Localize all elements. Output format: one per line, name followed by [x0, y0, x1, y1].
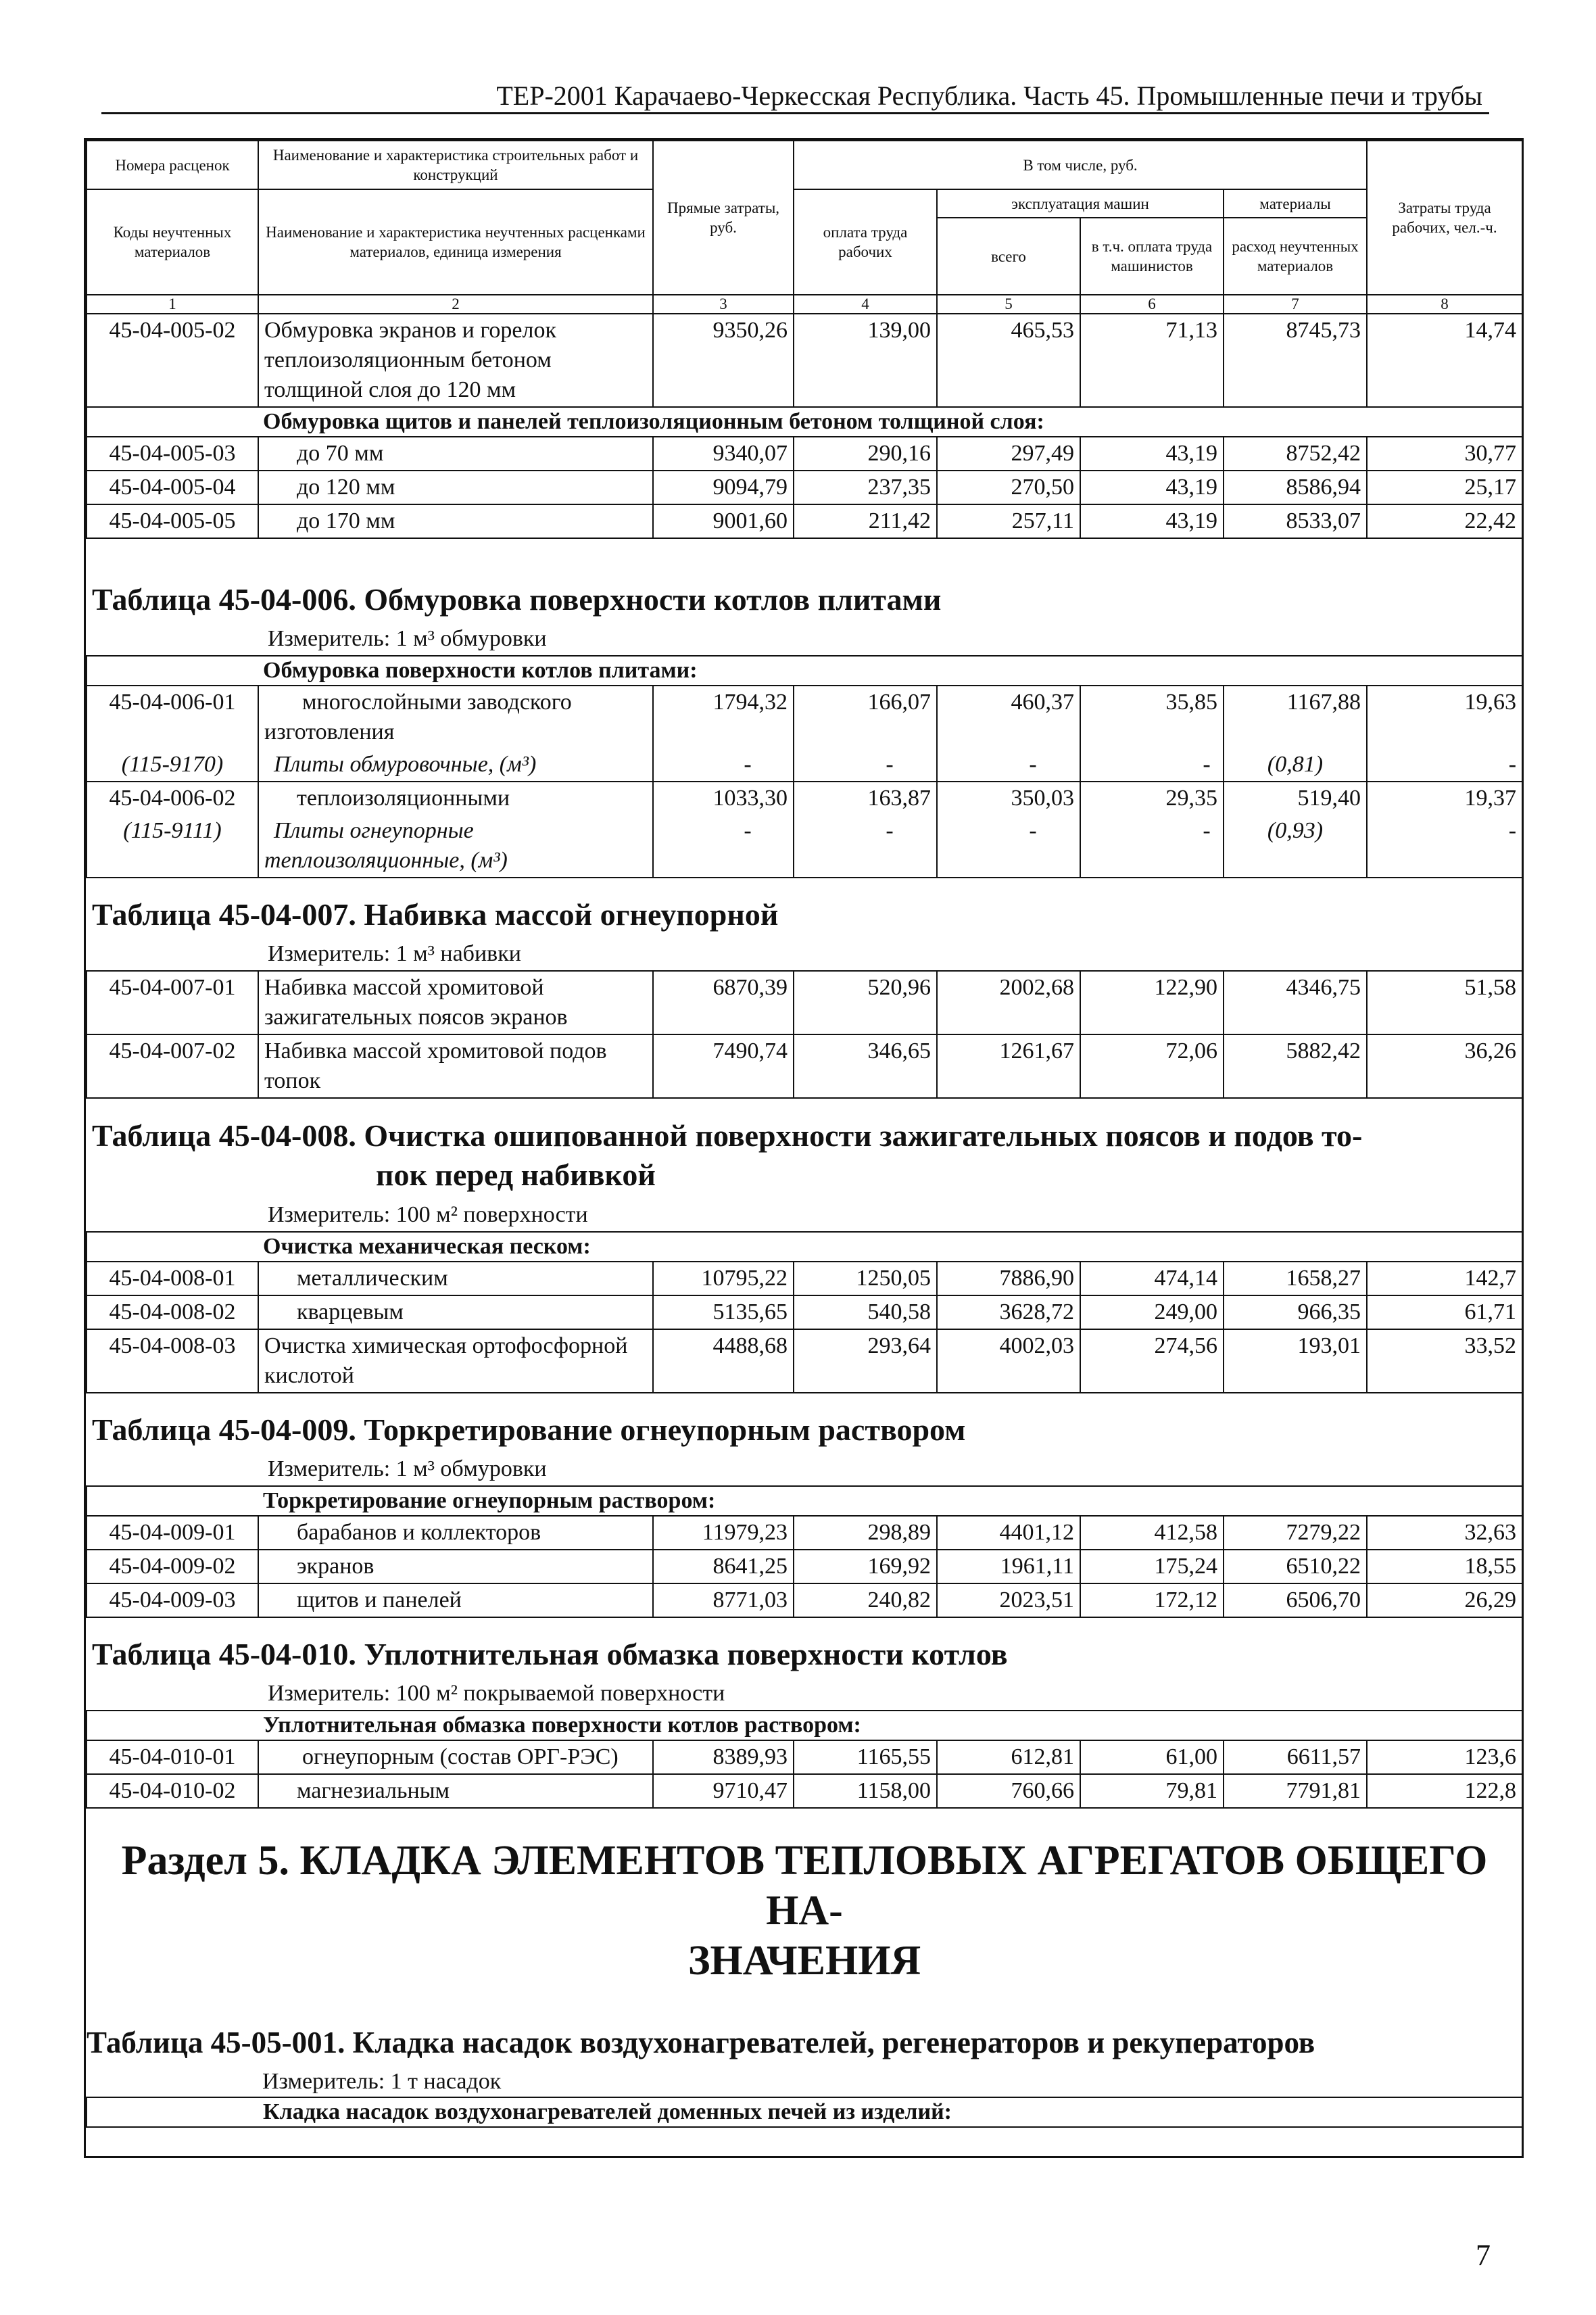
direct-costs: - — [653, 748, 794, 782]
machinists-pay: 172,12 — [1080, 1583, 1224, 1617]
labor-hours: 14,74 — [1367, 314, 1522, 407]
labor-pay: - — [794, 815, 937, 878]
group-subtitle-row — [87, 1232, 1522, 1262]
col-work-name-header: Наименование и характеристика строительных работ и конструкций — [258, 141, 653, 189]
group-subtitle: Обмуровка поверхности котлов плитами: — [87, 656, 1522, 686]
header-row-1 — [87, 141, 1522, 189]
direct-costs: 7490,74 — [653, 1034, 794, 1098]
labor-hours: 32,63 — [1367, 1516, 1522, 1550]
labor-pay: 211,42 — [794, 504, 937, 538]
direct-costs: 5135,65 — [653, 1295, 794, 1329]
table-row — [87, 1550, 1522, 1583]
table-measure: Измеритель: 1 м³ набивки — [268, 941, 521, 966]
group-subtitle: Обмуровка щитов и панелей теплоизоляционным бетоном толщиной слоя: — [87, 407, 1522, 437]
group-subtitle: Торкретирование огнеупорным раствором: — [87, 1486, 1522, 1516]
machines-total: 270,50 — [937, 471, 1080, 504]
labor-pay: 293,64 — [794, 1329, 937, 1393]
rate-code: 45-04-008-01 — [87, 1262, 258, 1295]
column-number: 3 — [653, 295, 794, 314]
machinists-pay: 249,00 — [1080, 1295, 1224, 1329]
machines-total: 760,66 — [937, 1774, 1080, 1808]
labor-pay: 1165,55 — [794, 1740, 937, 1774]
work-name: щитов и панелей — [258, 1583, 653, 1617]
material-name: Плиты огнеупорные теплоизоляционные, (м³) — [258, 815, 653, 878]
section-title: Раздел 5. КЛАДКА ЭЛЕМЕНТОВ ТЕПЛОВЫХ АГРЕГАТОВ ОБЩЕГО НА- ЗНАЧЕНИЯ — [121, 1838, 1488, 1984]
material-name: Плиты обмуровочные, (м³) — [258, 748, 653, 782]
machines-total: 297,49 — [937, 437, 1080, 471]
labor-pay: 163,87 — [794, 782, 937, 815]
col-direct-costs-header: Прямые затраты, руб. — [653, 141, 794, 295]
direct-costs: 9340,07 — [653, 437, 794, 471]
direct-costs: - — [653, 815, 794, 878]
machines-total: 612,81 — [937, 1740, 1080, 1774]
direct-costs: 6870,39 — [653, 971, 794, 1034]
machinists-pay: 35,85 — [1080, 686, 1224, 748]
work-name: кварцевым — [258, 1295, 653, 1329]
rate-code: 45-04-007-02 — [87, 1034, 258, 1098]
machinists-pay: 79,81 — [1080, 1774, 1224, 1808]
machinists-pay: 29,35 — [1080, 782, 1224, 815]
work-name: экранов — [258, 1550, 653, 1583]
machines-total: 1261,67 — [937, 1034, 1080, 1098]
column-number: 6 — [1080, 295, 1224, 314]
rate-code: 45-04-007-01 — [87, 971, 258, 1034]
table-row — [87, 782, 1522, 815]
rate-code: 45-04-010-02 — [87, 1774, 258, 1808]
table-title: Таблица 45-04-007. Набивка массой огнеупорной — [92, 897, 779, 932]
col-machinists-pay-header: в т.ч. оплата труда машинистов — [1080, 218, 1224, 295]
rate-code: 45-04-005-04 — [87, 471, 258, 504]
labor-hours: - — [1367, 748, 1522, 782]
direct-costs: 1794,32 — [653, 686, 794, 748]
labor-hours: 122,8 — [1367, 1774, 1522, 1808]
labor-pay: 1158,00 — [794, 1774, 937, 1808]
section-heading-row — [87, 1808, 1522, 2097]
labor-hours: 33,52 — [1367, 1329, 1522, 1393]
labor-pay: 346,65 — [794, 1034, 937, 1098]
table-row — [87, 1774, 1522, 1808]
materials: 6510,22 — [1224, 1550, 1367, 1583]
materials: 6506,70 — [1224, 1583, 1367, 1617]
work-name: Набивка массой хромитовой подов топок — [258, 1034, 653, 1098]
machinists-pay: 71,13 — [1080, 314, 1224, 407]
col-including-header: В том числе, руб. — [794, 141, 1367, 189]
labor-pay: 166,07 — [794, 686, 937, 748]
labor-hours: 25,17 — [1367, 471, 1522, 504]
labor-hours: 123,6 — [1367, 1740, 1522, 1774]
machines-total: 3628,72 — [937, 1295, 1080, 1329]
table-title: Таблица 45-04-009. Торкретирование огнеупорным раствором — [92, 1412, 966, 1447]
machinists-pay: 72,06 — [1080, 1034, 1224, 1098]
labor-pay: 237,35 — [794, 471, 937, 504]
group-subtitle: Кладка насадок воздухонагревателей доменных печей из изделий: — [87, 2097, 1522, 2127]
work-name: Набивка массой хромитовой зажигательных поясов экранов — [258, 971, 653, 1034]
work-name: Обмуровка экранов и горелок теплоизоляционным бетоном толщиной слоя до 120 мм — [258, 314, 653, 407]
material-row — [87, 748, 1522, 782]
labor-hours: 19,37 — [1367, 782, 1522, 815]
direct-costs: 9094,79 — [653, 471, 794, 504]
labor-pay: 240,82 — [794, 1583, 937, 1617]
table-row — [87, 1295, 1522, 1329]
table-measure: Измеритель: 100 м² покрываемой поверхности — [268, 1681, 725, 1706]
work-name: металлическим — [258, 1262, 653, 1295]
labor-hours: 30,77 — [1367, 437, 1522, 471]
table-title: Таблица 45-05-001. Кладка насадок воздухонагревателей, регенераторов и рекуператоров — [87, 2026, 1315, 2059]
labor-pay: 540,58 — [794, 1295, 937, 1329]
materials: 8533,07 — [1224, 504, 1367, 538]
labor-hours: 19,63 — [1367, 686, 1522, 748]
machinists-pay: 274,56 — [1080, 1329, 1224, 1393]
labor-pay: 139,00 — [794, 314, 937, 407]
direct-costs: 11979,23 — [653, 1516, 794, 1550]
column-number: 7 — [1224, 295, 1367, 314]
labor-hours: 51,58 — [1367, 971, 1522, 1034]
table-measure: Измеритель: 100 м² поверхности — [268, 1202, 588, 1227]
rate-code: 45-04-010-01 — [87, 1740, 258, 1774]
work-name: до 120 мм — [258, 471, 653, 504]
machines-total: 1961,11 — [937, 1550, 1080, 1583]
table-heading-row — [87, 1393, 1522, 1486]
column-numbers-row — [87, 295, 1522, 314]
page-number: 7 — [1476, 2239, 1491, 2272]
header-row-2 — [87, 189, 1522, 218]
machines-total: 350,03 — [937, 782, 1080, 815]
materials: 8752,42 — [1224, 437, 1367, 471]
table-row — [87, 971, 1522, 1034]
rate-code: 45-04-005-03 — [87, 437, 258, 471]
rate-code: 45-04-005-05 — [87, 504, 258, 538]
direct-costs: 9001,60 — [653, 504, 794, 538]
col-material-name-header: Наименование и характеристика неучтенных расценками материалов, единица измерения — [258, 189, 653, 295]
rate-code: 45-04-005-02 — [87, 314, 258, 407]
machinists-pay: 43,19 — [1080, 471, 1224, 504]
work-name: Очистка химическая ортофосфорной кислотой — [258, 1329, 653, 1393]
machinists-pay: 175,24 — [1080, 1550, 1224, 1583]
materials: 4346,75 — [1224, 971, 1367, 1034]
material-consumption: (0,81) — [1224, 748, 1367, 782]
table-row — [87, 1034, 1522, 1098]
col-labor-pay-header: оплата труда рабочих — [794, 189, 937, 295]
machines-total: 465,53 — [937, 314, 1080, 407]
labor-pay: - — [794, 748, 937, 782]
labor-hours: 36,26 — [1367, 1034, 1522, 1098]
table-row — [87, 471, 1522, 504]
table-row — [87, 1329, 1522, 1393]
materials: 7791,81 — [1224, 1774, 1367, 1808]
column-number: 5 — [937, 295, 1080, 314]
labor-pay: 520,96 — [794, 971, 937, 1034]
work-name: магнезиальным — [258, 1774, 653, 1808]
machinists-pay: - — [1080, 748, 1224, 782]
table-row — [87, 1740, 1522, 1774]
labor-hours: 142,7 — [1367, 1262, 1522, 1295]
material-code: (115-9111) — [87, 815, 258, 878]
table-measure: Измеритель: 1 м³ обмуровки — [268, 1456, 547, 1481]
column-number: 2 — [258, 295, 653, 314]
labor-hours: 22,42 — [1367, 504, 1522, 538]
materials: 7279,22 — [1224, 1516, 1367, 1550]
work-name: до 170 мм — [258, 504, 653, 538]
group-subtitle: Уплотнительная обмазка поверхности котлов раствором: — [87, 1711, 1522, 1740]
machinists-pay: - — [1080, 815, 1224, 878]
table-title: Таблица 45-04-006. Обмуровка поверхности котлов плитами — [92, 582, 942, 617]
rates-table — [86, 140, 1523, 2128]
materials: 1167,88 — [1224, 686, 1367, 748]
rate-code: 45-04-006-01 — [87, 686, 258, 748]
table-measure: Измеритель: 1 т насадок — [262, 2069, 502, 2094]
labor-hours: 26,29 — [1367, 1583, 1522, 1617]
work-name: до 70 мм — [258, 437, 653, 471]
table-row — [87, 1583, 1522, 1617]
table-title: Таблица 45-04-008. Очистка ошипованной поверхности зажигательных поясов и подов то- пок перед набивкой — [92, 1118, 1363, 1192]
rate-code: 45-04-009-01 — [87, 1516, 258, 1550]
work-name: теплоизоляционными — [258, 782, 653, 815]
table-heading-row — [87, 538, 1522, 656]
materials: 193,01 — [1224, 1329, 1367, 1393]
materials: 5882,42 — [1224, 1034, 1367, 1098]
col-labor-header: Затраты труда рабочих, чел.-ч. — [1367, 141, 1522, 295]
rate-code: 45-04-009-02 — [87, 1550, 258, 1583]
machines-total: - — [937, 748, 1080, 782]
machines-total: 257,11 — [937, 504, 1080, 538]
table-measure: Измеритель: 1 м³ обмуровки — [268, 626, 547, 651]
table-row — [87, 504, 1522, 538]
machines-total: 2023,51 — [937, 1583, 1080, 1617]
group-subtitle: Очистка механическая песком: — [87, 1232, 1522, 1262]
group-subtitle-row — [87, 407, 1522, 437]
table-title: Таблица 45-04-010. Уплотнительная обмазка поверхности котлов — [92, 1637, 1008, 1671]
machines-total: 4401,12 — [937, 1516, 1080, 1550]
direct-costs: 9710,47 — [653, 1774, 794, 1808]
labor-pay: 298,89 — [794, 1516, 937, 1550]
col-machines-total-header: всего — [937, 218, 1080, 295]
table-row — [87, 1516, 1522, 1550]
group-subtitle-row — [87, 2097, 1522, 2127]
labor-hours: 61,71 — [1367, 1295, 1522, 1329]
materials: 1658,27 — [1224, 1262, 1367, 1295]
machinists-pay: 122,90 — [1080, 971, 1224, 1034]
machinists-pay: 43,19 — [1080, 437, 1224, 471]
rate-code: 45-04-006-02 — [87, 782, 258, 815]
material-code: (115-9170) — [87, 748, 258, 782]
table-heading-row — [87, 1098, 1522, 1232]
direct-costs: 8641,25 — [653, 1550, 794, 1583]
materials: 8586,94 — [1224, 471, 1367, 504]
machinists-pay: 61,00 — [1080, 1740, 1224, 1774]
table-heading-row — [87, 878, 1522, 971]
machines-total: 460,37 — [937, 686, 1080, 748]
work-name: многослойными заводского изготовления — [258, 686, 653, 748]
column-number: 8 — [1367, 295, 1522, 314]
labor-hours: 18,55 — [1367, 1550, 1522, 1583]
group-subtitle-row — [87, 1711, 1522, 1740]
machines-total: 7886,90 — [937, 1262, 1080, 1295]
materials: 519,40 — [1224, 782, 1367, 815]
rate-code: 45-04-008-02 — [87, 1295, 258, 1329]
col-materials-use-header: расход неучтенных материалов — [1224, 218, 1367, 295]
table-row — [87, 437, 1522, 471]
materials: 6611,57 — [1224, 1740, 1367, 1774]
table-row — [87, 1262, 1522, 1295]
rate-code: 45-04-009-03 — [87, 1583, 258, 1617]
running-header: ТЕР-2001 Карачаево-Черкесская Республика. Часть 45. Промышленные печи и трубы — [496, 80, 1482, 111]
machines-total: - — [937, 815, 1080, 878]
col-rate-numbers-header: Номера расценок — [87, 141, 258, 189]
machinists-pay: 474,14 — [1080, 1262, 1224, 1295]
labor-pay: 169,92 — [794, 1550, 937, 1583]
rates-table-frame — [84, 138, 1524, 2158]
column-number: 4 — [794, 295, 937, 314]
rate-code: 45-04-008-03 — [87, 1329, 258, 1393]
work-name: огнеупорным (состав ОРГ-РЭС) — [258, 1740, 653, 1774]
direct-costs: 1033,30 — [653, 782, 794, 815]
column-number: 1 — [87, 295, 258, 314]
machinists-pay: 412,58 — [1080, 1516, 1224, 1550]
materials: 8745,73 — [1224, 314, 1367, 407]
direct-costs: 10795,22 — [653, 1262, 794, 1295]
table-heading-row — [87, 1617, 1522, 1711]
header-rule — [101, 112, 1489, 114]
direct-costs: 8771,03 — [653, 1583, 794, 1617]
work-name: барабанов и коллекторов — [258, 1516, 653, 1550]
materials: 966,35 — [1224, 1295, 1367, 1329]
machines-total: 4002,03 — [937, 1329, 1080, 1393]
labor-pay: 290,16 — [794, 437, 937, 471]
table-row — [87, 314, 1522, 407]
col-material-codes-header: Коды неучтенных материалов — [87, 189, 258, 295]
direct-costs: 4488,68 — [653, 1329, 794, 1393]
labor-pay: 1250,05 — [794, 1262, 937, 1295]
labor-hours: - — [1367, 815, 1522, 878]
col-machines-header: эксплуатация машин — [937, 189, 1224, 218]
col-materials-header: материалы — [1224, 189, 1367, 218]
material-consumption: (0,93) — [1224, 815, 1367, 878]
group-subtitle-row — [87, 1486, 1522, 1516]
group-subtitle-row — [87, 656, 1522, 686]
direct-costs: 9350,26 — [653, 314, 794, 407]
machinists-pay: 43,19 — [1080, 504, 1224, 538]
material-row — [87, 815, 1522, 878]
direct-costs: 8389,93 — [653, 1740, 794, 1774]
machines-total: 2002,68 — [937, 971, 1080, 1034]
table-row — [87, 686, 1522, 748]
